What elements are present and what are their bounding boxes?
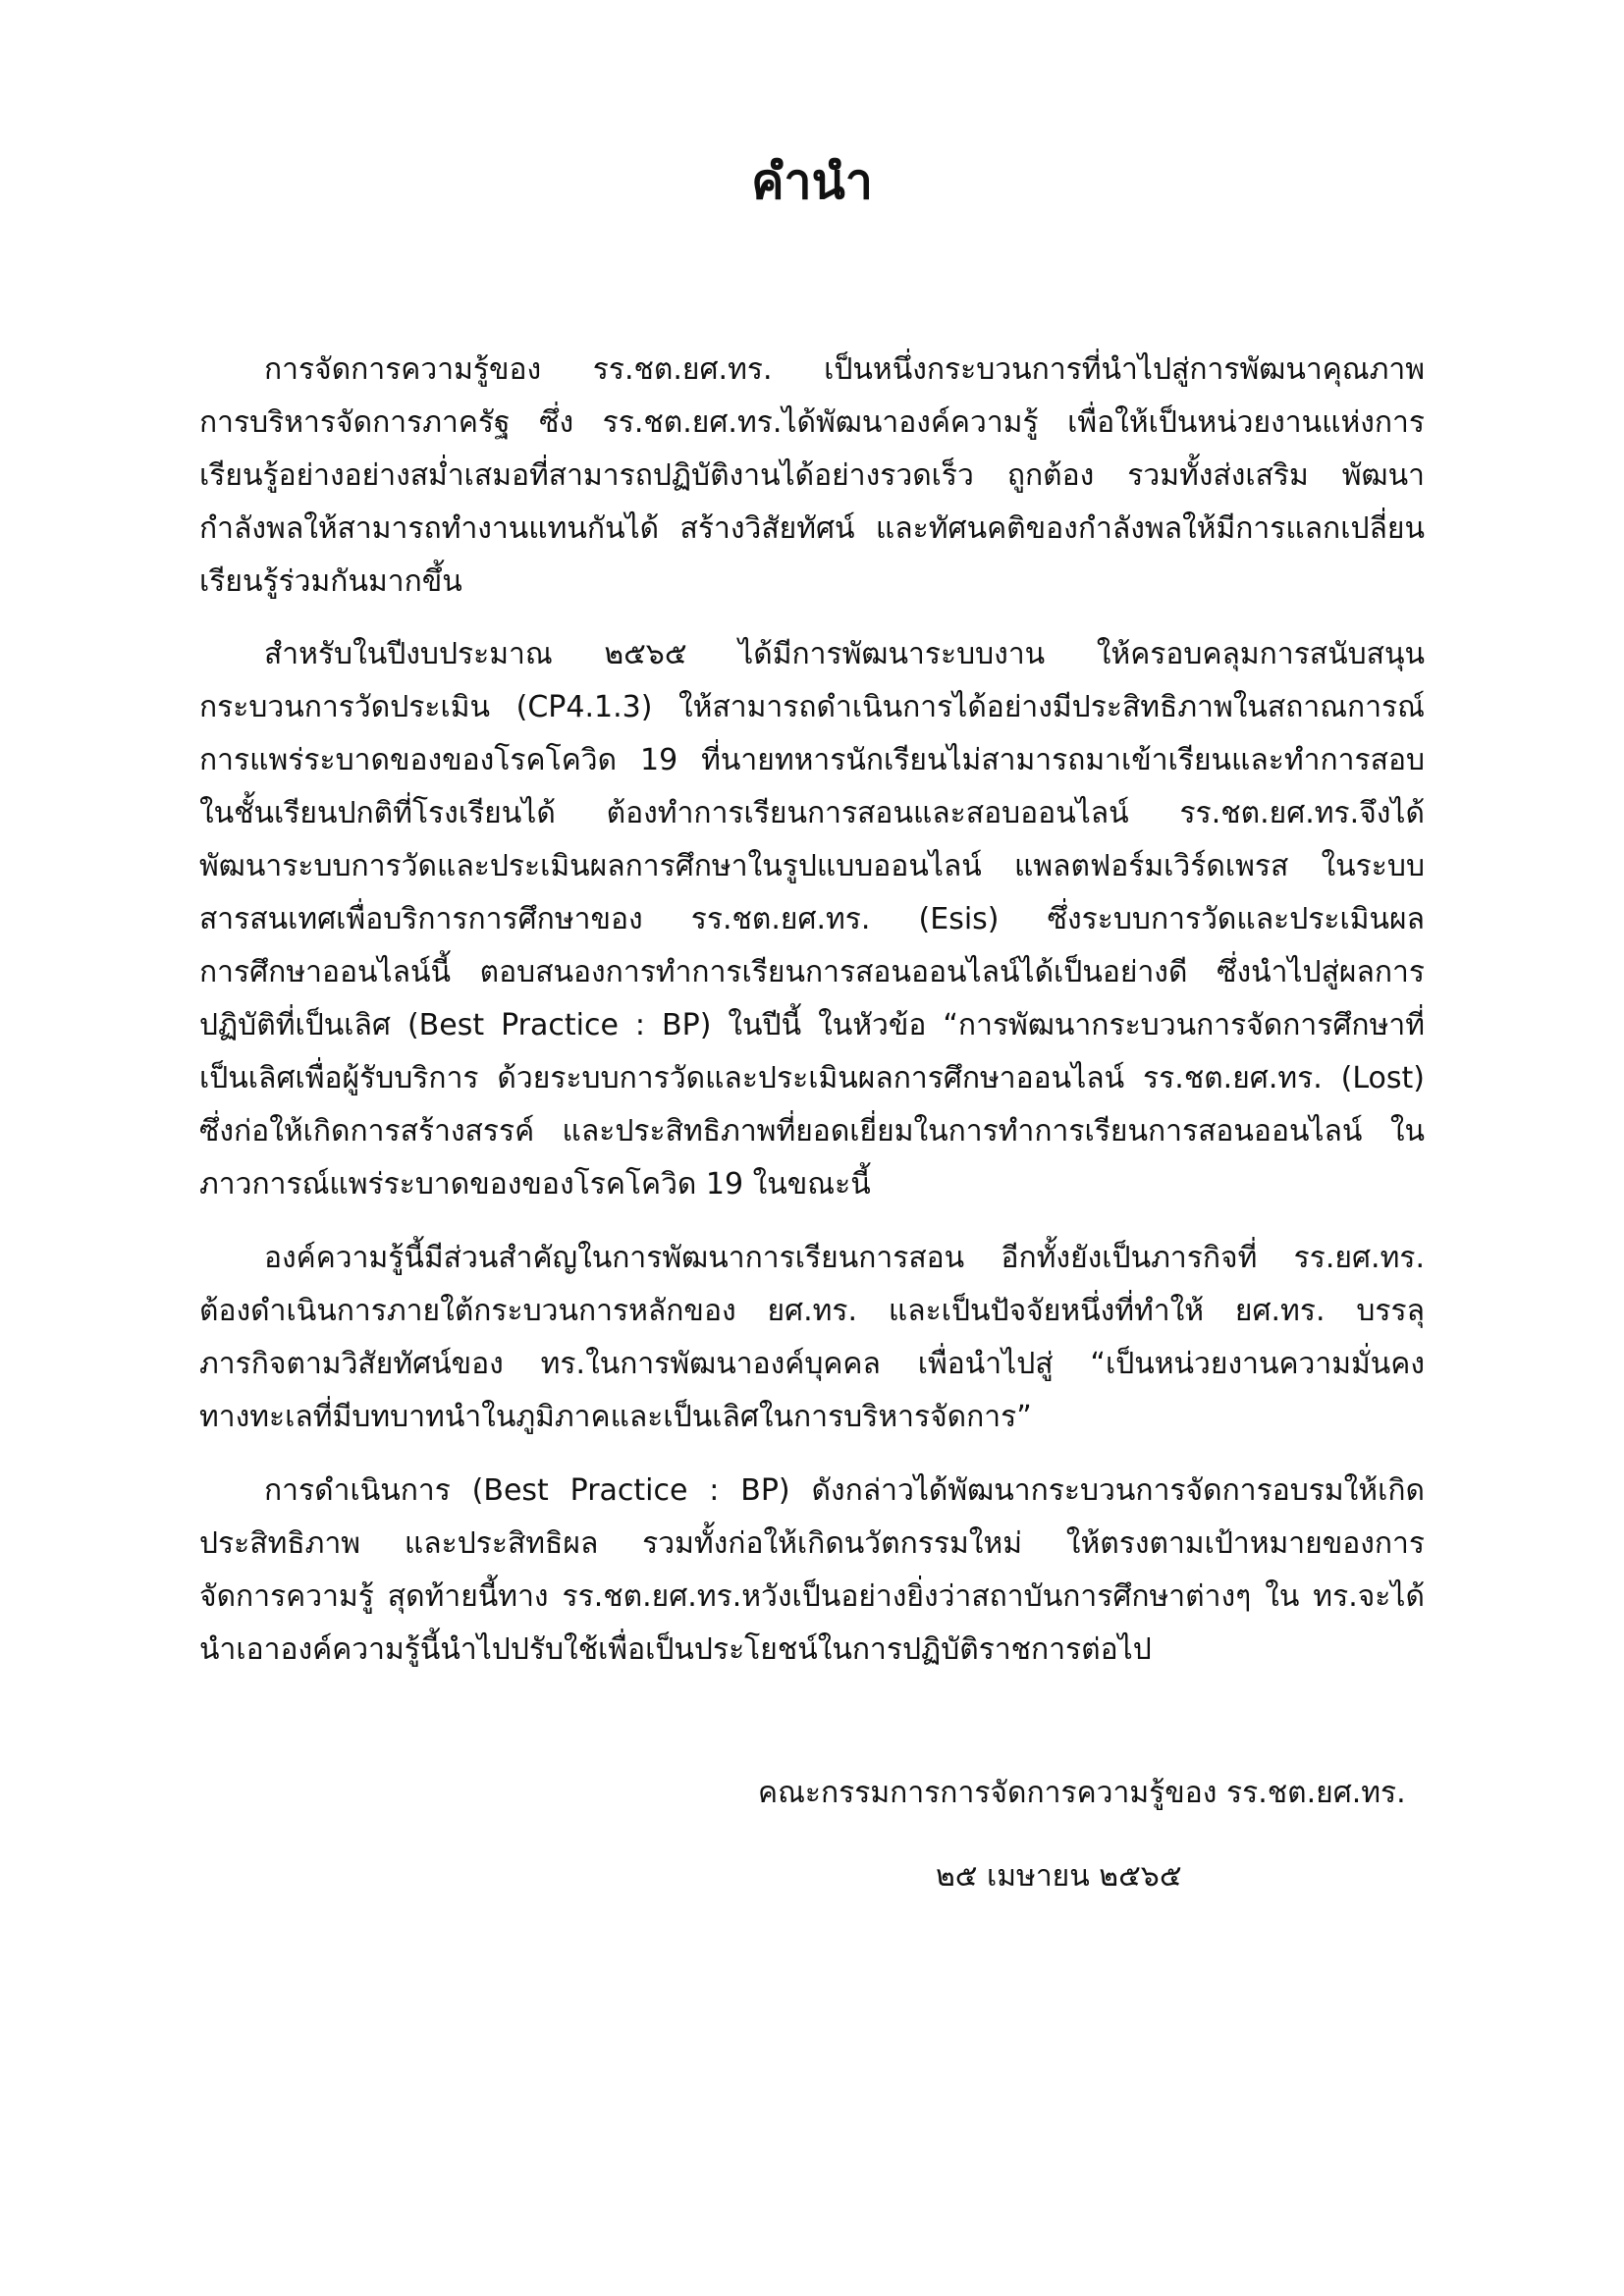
paragraph-line: ภารกิจตามวิสัยทัศน์ของ ทร.ในการพัฒนาองค์บุคคล เพื่อนำไปสู่ “เป็นหน่วยงานความมั่นคง	[199, 1347, 1425, 1381]
signature-date: ๒๕ เมษายน ๒๕๖๕	[936, 1859, 1182, 1894]
paragraph-2	[199, 628, 1425, 1211]
paragraph-line: พัฒนาระบบการวัดและประเมินผลการศึกษาในรูปแบบออนไลน์ แพลตฟอร์มเวิร์ดเพรส ในระบบ	[199, 849, 1425, 883]
paragraph-line: นำเอาองค์ความรู้นี้นำไปปรับใช้เพื่อเป็นประโยชน์ในการปฏิบัติราชการต่อไป	[199, 1632, 1152, 1667]
paragraph-line: เรียนรู้อย่างอย่างสม่ำเสมอที่สามารถปฏิบัติงานได้อย่างรวดเร็ว ถูกต้อง รวมทั้งส่งเสริม พัฒนา	[199, 458, 1425, 493]
paragraph-line: ในชั้นเรียนปกติที่โรงเรียนได้ ต้องทำการเรียนการสอนและสอบออนไลน์ รร.ชต.ยศ.ทร.จึงได้	[199, 796, 1425, 830]
page-title: คำนำ	[751, 153, 873, 210]
paragraph-line: ปฏิบัติที่เป็นเลิศ (Best Practice : BP) ในปีนี้ ในหัวข้อ “การพัฒนากระบวนการจัดการศึกษาที่	[199, 1008, 1425, 1042]
paragraph-line: การจัดการความรู้ของ รร.ชต.ยศ.ทร. เป็นหนึ่งกระบวนการที่นำไปสู่การพัฒนาคุณภาพ	[264, 352, 1425, 387]
paragraph-3	[199, 1232, 1425, 1444]
paragraph-line: ซึ่งก่อให้เกิดการสร้างสรรค์ และประสิทธิภาพที่ยอดเยี่ยมในการทำการเรียนการสอนออนไลน์ ใน	[199, 1114, 1425, 1148]
paragraph-line: การดำเนินการ (Best Practice : BP) ดังกล่าวได้พัฒนากระบวนการจัดการอบรมให้เกิด	[264, 1473, 1425, 1508]
paragraph-4	[199, 1465, 1425, 1677]
paragraph-line: สำหรับในปีงบประมาณ ๒๕๖๕ ได้มีการพัฒนาระบบงาน ให้ครอบคลุมการสนับสนุน	[264, 637, 1425, 671]
paragraph-line: ทางทะเลที่มีบทบาทนำในภูมิภาคและเป็นเลิศในการบริหารจัดการ”	[199, 1400, 1032, 1434]
paragraph-line: เป็นเลิศเพื่อผู้รับบริการ ด้วยระบบการวัดและประเมินผลการศึกษาออนไลน์ รร.ชต.ยศ.ทร. (Lost)	[199, 1061, 1425, 1095]
paragraph-line: การบริหารจัดการภาครัฐ ซึ่ง รร.ชต.ยศ.ทร.ได้พัฒนาองค์ความรู้ เพื่อให้เป็นหน่วยงานแห่งการ	[199, 405, 1425, 440]
paragraph-line: ประสิทธิภาพ และประสิทธิผล รวมทั้งก่อให้เกิดนวัตกรรมใหม่ ให้ตรงตามเป้าหมายของการ	[199, 1526, 1425, 1561]
paragraph-line: ต้องดำเนินการภายใต้กระบวนการหลักของ ยศ.ทร. และเป็นปัจจัยหนึ่งที่ทำให้ ยศ.ทร. บรรลุ	[199, 1294, 1425, 1328]
paragraph-line: การแพร่ระบาดของของโรคโควิด 19 ที่นายทหารนักเรียนไม่สามารถมาเข้าเรียนและทำการสอบ	[199, 743, 1425, 777]
paragraph-1	[199, 344, 1425, 609]
paragraph-line: กระบวนการวัดประเมิน (CP4.1.3) ให้สามารถดำเนินการได้อย่างมีประสิทธิภาพในสถาณการณ์	[199, 690, 1425, 724]
paragraph-line: องค์ความรู้นี้มีส่วนสำคัญในการพัฒนาการเรียนการสอน อีกทั้งยังเป็นภารกิจที่ รร.ยศ.ทร.	[264, 1241, 1425, 1275]
signature-committee: คณะกรรมการการจัดการความรู้ของ รร.ชต.ยศ.ทร.	[758, 1776, 1406, 1810]
paragraph-line: กำลังพลให้สามารถทำงานแทนกันได้ สร้างวิสัยทัศน์ และทัศนคติของกำลังพลให้มีการแลกเปลี่ยน	[199, 511, 1425, 546]
paragraph-line: ภาวการณ์แพร่ระบาดของของโรคโควิด 19 ในขณะนี้	[199, 1167, 871, 1201]
paragraph-line: การศึกษาออนไลน์นี้ ตอบสนองการทำการเรียนการสอนออนไลน์ได้เป็นอย่างดี ซึ่งนำไปสู่ผลการ	[199, 955, 1425, 989]
paragraph-line: จัดการความรู้ สุดท้ายนี้ทาง รร.ชต.ยศ.ทร.หวังเป็นอย่างยิ่งว่าสถาบันการศึกษาต่างๆ ใน ทร.จะได้	[199, 1579, 1425, 1614]
paragraph-line: เรียนรู้ร่วมกันมากขึ้น	[199, 564, 462, 599]
paragraph-line: สารสนเทศเพื่อบริการการศึกษาของ รร.ชต.ยศ.ทร. (Esis) ซึ่งระบบการวัดและประเมินผล	[199, 902, 1425, 936]
